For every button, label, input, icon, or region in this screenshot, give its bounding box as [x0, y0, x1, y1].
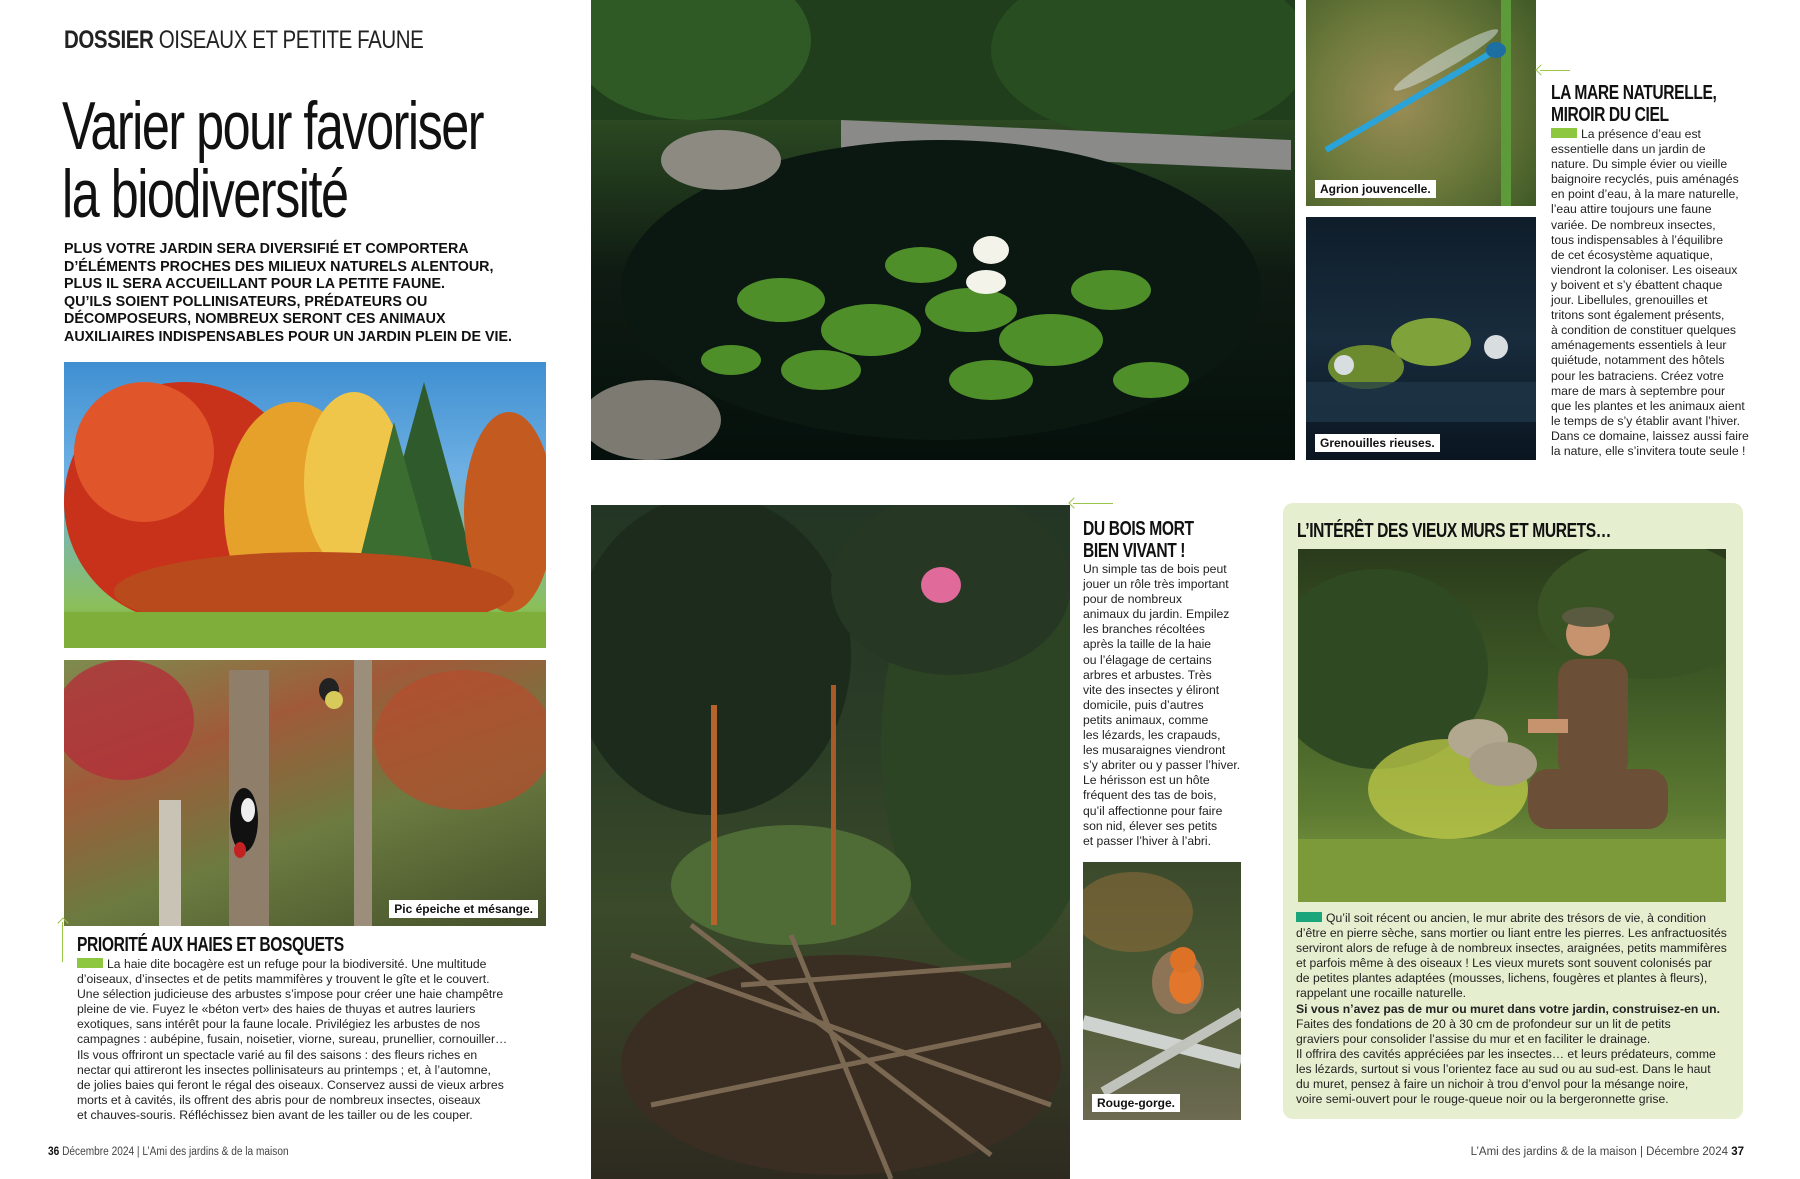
mare-line: jour. Libellules, grenouilles et	[1551, 293, 1708, 308]
lead-line: AUXILIAIRES INDISPENSABLES POUR UN JARDIN PLEIN DE VIE.	[64, 328, 513, 345]
mare-line: que les plantes et les animaux aient	[1551, 398, 1745, 413]
haies-line: nectar qui attireront les insectes pollinisateurs au printemps ; et, à l’automne,	[77, 1062, 491, 1077]
robin-illustration	[1083, 862, 1241, 1120]
murs-line: Faites des fondations de 20 à 30 cm de profondeur sur un lit de petits	[1296, 1016, 1671, 1031]
mare-line: essentielle dans un jardin de	[1551, 142, 1706, 157]
mare-line: baignoire recyclés, puis aménagés	[1551, 172, 1739, 187]
arrow-bois	[1073, 503, 1113, 504]
woodpecker-illustration	[64, 660, 546, 926]
title-line-2: la biodiversité	[62, 156, 348, 232]
haies-line: et chauves-souris. Réfléchissez bien avant de les tailler ou de les couper.	[77, 1107, 473, 1122]
mare-line: viendront la coloniser. Les oiseaux	[1551, 262, 1738, 277]
murs-box	[1283, 503, 1743, 1119]
bois-line: ou l’élagage de certains	[1083, 652, 1212, 667]
haies-body	[77, 957, 507, 1123]
damselfly-illustration	[1306, 0, 1536, 206]
haies-line: de jolies baies qui feront le régal des oiseaux. Conservez aussi de vieux arbres	[77, 1077, 504, 1092]
haies-line: d’oiseaux, d’insectes et de petits mammifères y trouvent le gîte et le couvert.	[77, 972, 490, 987]
lead-line: DÉCOMPOSEURS, NOMBREUX SERONT CES ANIMAUX	[64, 311, 446, 328]
murs-line: serviront alors de refuge à de nombreux insectes, araignées, petits mammifères	[1296, 941, 1727, 956]
haies-line: Ils vous offriront un spectacle varié au fil des saisons : des fleurs riches en	[77, 1047, 478, 1062]
page-number-right: 37	[1731, 1146, 1744, 1158]
bois-line: s’y abriter ou y passer l’hiver.	[1083, 758, 1241, 773]
bois-line: après la taille de la haie	[1083, 637, 1212, 652]
bois-body	[1083, 562, 1240, 849]
section-label: DOSSIER	[64, 26, 154, 54]
mare-title-line: MIROIR DU CIEL	[1551, 104, 1669, 126]
haies-line: morts et à cavités, ils offrent des abris pour de nombreux insectes, oiseaux	[77, 1092, 481, 1107]
murs-line: les lézards, surtout si vous l’orientez face au sud ou au sud-est. Dans le haut	[1296, 1061, 1711, 1076]
lead-line: QU’ILS SOIENT POLLINISATEURS, PRÉDATEURS OU	[64, 293, 428, 310]
haies-title: PRIORITÉ AUX HAIES ET BOSQUETS	[77, 934, 344, 956]
lead-line: PLUS IL SERA ACCUEILLANT POUR LA PETITE FAUNE.	[64, 276, 446, 293]
section-header	[64, 26, 423, 55]
caption-frogs: Grenouilles rieuses.	[1315, 434, 1440, 452]
murs-bold-line: Si vous n’avez pas de mur ou muret dans votre jardin, construisez-en un.	[1296, 1001, 1720, 1016]
bois-line: arbres et arbustes. Très	[1083, 667, 1212, 682]
lead-line: D’ÉLÉMENTS PROCHES DES MILIEUX NATURELS ALENTOUR,	[64, 258, 494, 275]
haies-line: exotiques, sans intérêt pour la faune locale. Privilégiez les arbustes de nos	[77, 1017, 481, 1032]
mare-title-line: LA MARE NATURELLE,	[1551, 82, 1717, 104]
bois-line: pour de nombreux	[1083, 592, 1182, 607]
autumn-trees-illustration	[64, 362, 546, 648]
caption-woodpecker: Pic épeiche et mésange.	[389, 900, 538, 918]
mare-line: tous indispensables à l’équilibre	[1551, 232, 1724, 247]
accent-marker	[1296, 912, 1322, 922]
mare-line: de cet écosystème aquatique,	[1551, 247, 1713, 262]
haies-line: campagnes : aubépine, fusain, noisetier, viorne, sureau, prunellier, cornouiller…	[77, 1032, 508, 1047]
mare-body	[1551, 127, 1749, 459]
mare-line: Dans ce domaine, laissez aussi faire	[1551, 428, 1749, 443]
mare-line: La présence d’eau est	[1581, 127, 1701, 141]
bois-line: jouer un rôle très important	[1083, 577, 1229, 592]
murs-line: rappelant une rocaille naturelle.	[1296, 986, 1467, 1001]
haies-line: Une sélection judicieuse des arbustes s’impose pour créer une haie champêtre	[77, 987, 504, 1002]
lead-paragraph	[64, 241, 512, 347]
bois-line: animaux du jardin. Empilez	[1083, 607, 1230, 622]
autumn-trees-photo	[64, 362, 546, 648]
bois-line: fréquent des tas de bois,	[1083, 788, 1217, 803]
accent-marker	[1551, 128, 1577, 138]
bois-title-line: BIEN VIVANT !	[1083, 540, 1186, 562]
murs-line: Qu’il soit récent ou ancien, le mur abrite des trésors de vie, à condition	[1326, 911, 1707, 925]
bois-line: les lézards, les crapauds,	[1083, 728, 1221, 743]
pond-photo	[591, 0, 1295, 460]
murs-body	[1296, 911, 1727, 1107]
bois-title	[1083, 518, 1194, 562]
woodpile-illustration	[591, 505, 1070, 1179]
title-line-1: Varier pour favoriser	[62, 88, 484, 164]
bois-line: Le hérisson est un hôte	[1083, 773, 1210, 788]
murs-line: d’être en pierre sèche, sans mortier ou liant entre les pierres. Les anfractuosités	[1296, 926, 1727, 941]
bois-line: qu’il affectionne pour faire	[1083, 803, 1223, 818]
murs-title: L’INTÉRÊT DES VIEUX MURS ET MURETS…	[1297, 520, 1611, 542]
caption-damselfly: Agrion jouvencelle.	[1315, 180, 1436, 198]
mare-line: l’eau attire toujours une faune	[1551, 202, 1712, 217]
bois-line: et passer l’hiver à l’abri.	[1083, 833, 1212, 848]
pond-illustration	[591, 0, 1295, 460]
mare-line: pour les batraciens. Créez votre	[1551, 368, 1724, 383]
mare-line: mare de mars à septembre pour	[1551, 383, 1726, 398]
frogs-photo	[1306, 217, 1536, 460]
footer-right	[1471, 1146, 1744, 1158]
caption-robin: Rouge-gorge.	[1092, 1094, 1180, 1112]
haies-line: La haie dite bocagère est un refuge pour la biodiversité. Une multitude	[107, 957, 487, 971]
footer-left	[48, 1146, 289, 1158]
bois-line: les branches récoltées	[1083, 622, 1205, 637]
section-topic: OISEAUX ET PETITE FAUNE	[158, 26, 424, 54]
bois-line: vite des insectes y éliront	[1083, 682, 1220, 697]
mare-line: tritons sont également présents,	[1551, 308, 1725, 323]
mare-line: le temps de s’y établir avant l’hiver.	[1551, 413, 1740, 428]
bois-line: domicile, puis d’autres	[1083, 697, 1204, 712]
mare-line: à condition de constituer quelques	[1551, 323, 1736, 338]
mare-line: nature. Du simple évier ou vieille	[1551, 157, 1728, 172]
damselfly-photo	[1306, 0, 1536, 206]
woodpile-photo	[591, 505, 1070, 1179]
mare-line: aménagements essentiels à leur	[1551, 338, 1727, 353]
mare-line: en point d’eau, à la mare naturelle,	[1551, 187, 1739, 202]
mare-line: variée. De nombreux insectes,	[1551, 217, 1716, 232]
page-title	[62, 88, 484, 232]
frogs-illustration	[1306, 217, 1536, 460]
accent-marker	[77, 958, 103, 968]
arrow-haies	[62, 922, 63, 962]
haies-line: pleine de vie. Fuyez le «béton vert» des haies de thuyas et autres lauriers	[77, 1002, 476, 1017]
robin-photo	[1083, 862, 1241, 1120]
page-number-left: 36	[48, 1146, 60, 1158]
gardener-photo	[1298, 549, 1726, 902]
footer-left-text: Décembre 2024 | L’Ami des jardins & de la maison	[62, 1146, 289, 1158]
murs-line: Il offrira des cavités appréciées par les insectes… et leurs prédateurs, comme	[1296, 1046, 1716, 1061]
arrow-mare	[1540, 70, 1570, 71]
murs-line: et parfois même à des oiseaux ! Les vieux murets sont souvent colonisés par	[1296, 956, 1712, 971]
murs-line: graviers pour consolider l’assise du mur et en faciliter le drainage.	[1296, 1031, 1651, 1046]
mare-title	[1551, 82, 1716, 126]
mare-line: quiétude, notamment des hôtels	[1551, 353, 1725, 368]
mare-line: y boivent et s’y ébattent chaque	[1551, 277, 1723, 292]
murs-line: voire semi-ouvert pour le rouge-queue noir ou la bergeronnette grise.	[1296, 1092, 1669, 1107]
woodpecker-photo	[64, 660, 546, 926]
bois-line: les musaraignes viendront	[1083, 743, 1226, 758]
bois-title-line: DU BOIS MORT	[1083, 518, 1194, 540]
lead-line: PLUS VOTRE JARDIN SERA DIVERSIFIÉ ET COMPORTERA	[64, 241, 469, 257]
bois-line: Un simple tas de bois peut	[1083, 562, 1227, 576]
murs-line: de petites plantes adaptées (mousses, lichens, fougères et plantes à fleurs),	[1296, 971, 1708, 986]
murs-line: du muret, pensez à faire un nichoir à trou d’envol pour la mésange noire,	[1296, 1077, 1689, 1092]
footer-right-text: L’Ami des jardins & de la maison | Décembre 2024	[1470, 1146, 1728, 1158]
bois-line: son nid, élever ses petits	[1083, 818, 1218, 833]
mare-line: la nature, elle s’invitera toute seule !	[1551, 443, 1746, 458]
bois-line: petits animaux, comme	[1083, 712, 1209, 727]
gardener-illustration	[1298, 549, 1726, 902]
